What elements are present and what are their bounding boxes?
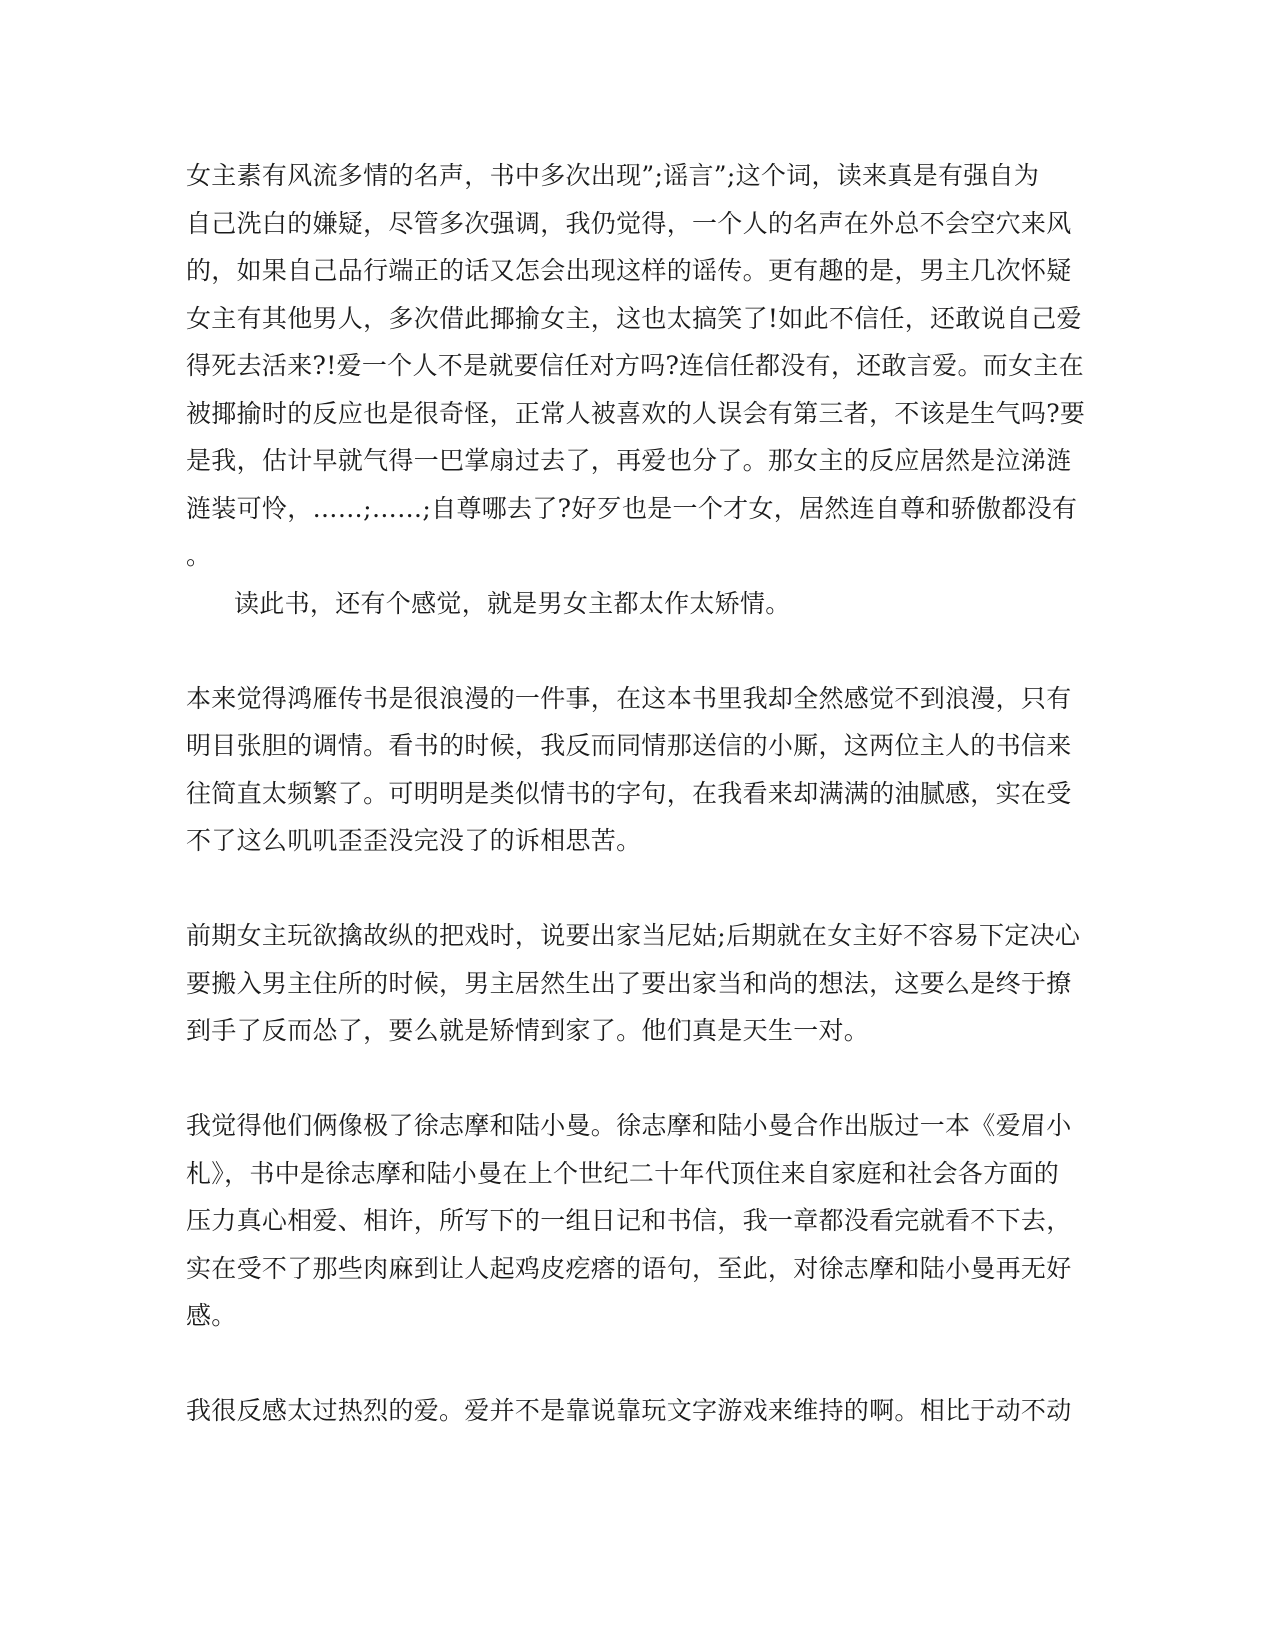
paragraph-spacer [186, 627, 1046, 675]
text-line: 感。 [186, 1301, 237, 1330]
paragraph-spacer [186, 865, 1046, 913]
text-line: 不了这么叽叽歪歪没完没了的诉相思苦。 [186, 826, 642, 855]
text-line: 自己洗白的嫌疑，尽管多次强调，我仍觉得，一个人的名声在外总不会空穴来风 [186, 208, 1072, 238]
text-line: 札》，书中是徐志摩和陆小曼在上个世纪二十年代顶住来自家庭和社会各方面的 [186, 1158, 1060, 1188]
text-line: 要搬入男主住所的时候，男主居然生出了要出家当和尚的想法，这要么是终于撩 [186, 968, 1072, 998]
text-line: 实在受不了那些肉麻到让人起鸡皮疙瘩的语句，至此，对徐志摩和陆小曼再无好 [186, 1253, 1072, 1283]
text-line: 。 [186, 541, 212, 570]
paragraph-6 [186, 1387, 1072, 1435]
text-line: 得死去活来?!爱一个人不是就要信任对方吗?连信任都没有，还敢言爱。而女主在 [186, 351, 1084, 380]
text-line: 到手了反而怂了，要么就是矫情到家了。他们真是天生一对。 [186, 1016, 870, 1045]
text-line: 涟装可怜，……;……;自尊哪去了?好歹也是一个才女，居然连自尊和骄傲都没有 [186, 493, 1078, 523]
paragraph-5 [186, 1102, 1072, 1340]
text-line: 读此书，还有个感觉，就是男女主都太作太矫情。 [234, 588, 791, 618]
paragraph-2 [186, 580, 1046, 628]
text-line: 女主有其他男人，多次借此揶揄女主，这也太搞笑了!如此不信任，还敢说自己爱 [186, 303, 1082, 333]
paragraph-spacer [186, 1055, 1046, 1103]
text-line: 我很反感太过热烈的爱。爱并不是靠说靠玩文字游戏来维持的啊。相比于动不动 [186, 1396, 1072, 1425]
paragraph-spacer [186, 1340, 1046, 1388]
paragraph-3 [186, 675, 1072, 865]
paragraph-4 [186, 912, 1081, 1055]
paragraph-1 [186, 152, 1086, 580]
text-line: 是我，估计早就气得一巴掌扇过去了，再爱也分了。那女主的反应居然是泣涕涟 [186, 446, 1072, 475]
document-body [186, 152, 1086, 1435]
text-line: 往简直太频繁了。可明明是类似情书的字句，在我看来却满满的油腻感，实在受 [186, 778, 1072, 808]
text-line: 前期女主玩欲擒故纵的把戏时，说要出家当尼姑;后期就在女主好不容易下定决心 [186, 921, 1081, 950]
text-line: 本来觉得鸿雁传书是很浪漫的一件事，在这本书里我却全然感觉不到浪漫，只有 [186, 683, 1072, 713]
text-line: 明目张胆的调情。看书的时候，我反而同情那送信的小厮，这两位主人的书信来 [186, 731, 1072, 760]
text-line: 被揶揄时的反应也是很奇怪，正常人被喜欢的人误会有第三者，不该是生气吗?要 [186, 398, 1086, 428]
text-line: 压力真心相爱、相许，所写下的一组日记和书信，我一章都没看完就看不下去， [186, 1206, 1072, 1235]
text-line: 女主素有风流多情的名声，书中多次出现”;谣言”;这个词，读来真是有强自为 [186, 161, 1040, 190]
text-line: 我觉得他们俩像极了徐志摩和陆小曼。徐志摩和陆小曼合作出版过一本《爱眉小 [186, 1111, 1072, 1140]
text-line: 的，如果自己品行端正的话又怎会出现这样的谣传。更有趣的是，男主几次怀疑 [186, 256, 1072, 285]
